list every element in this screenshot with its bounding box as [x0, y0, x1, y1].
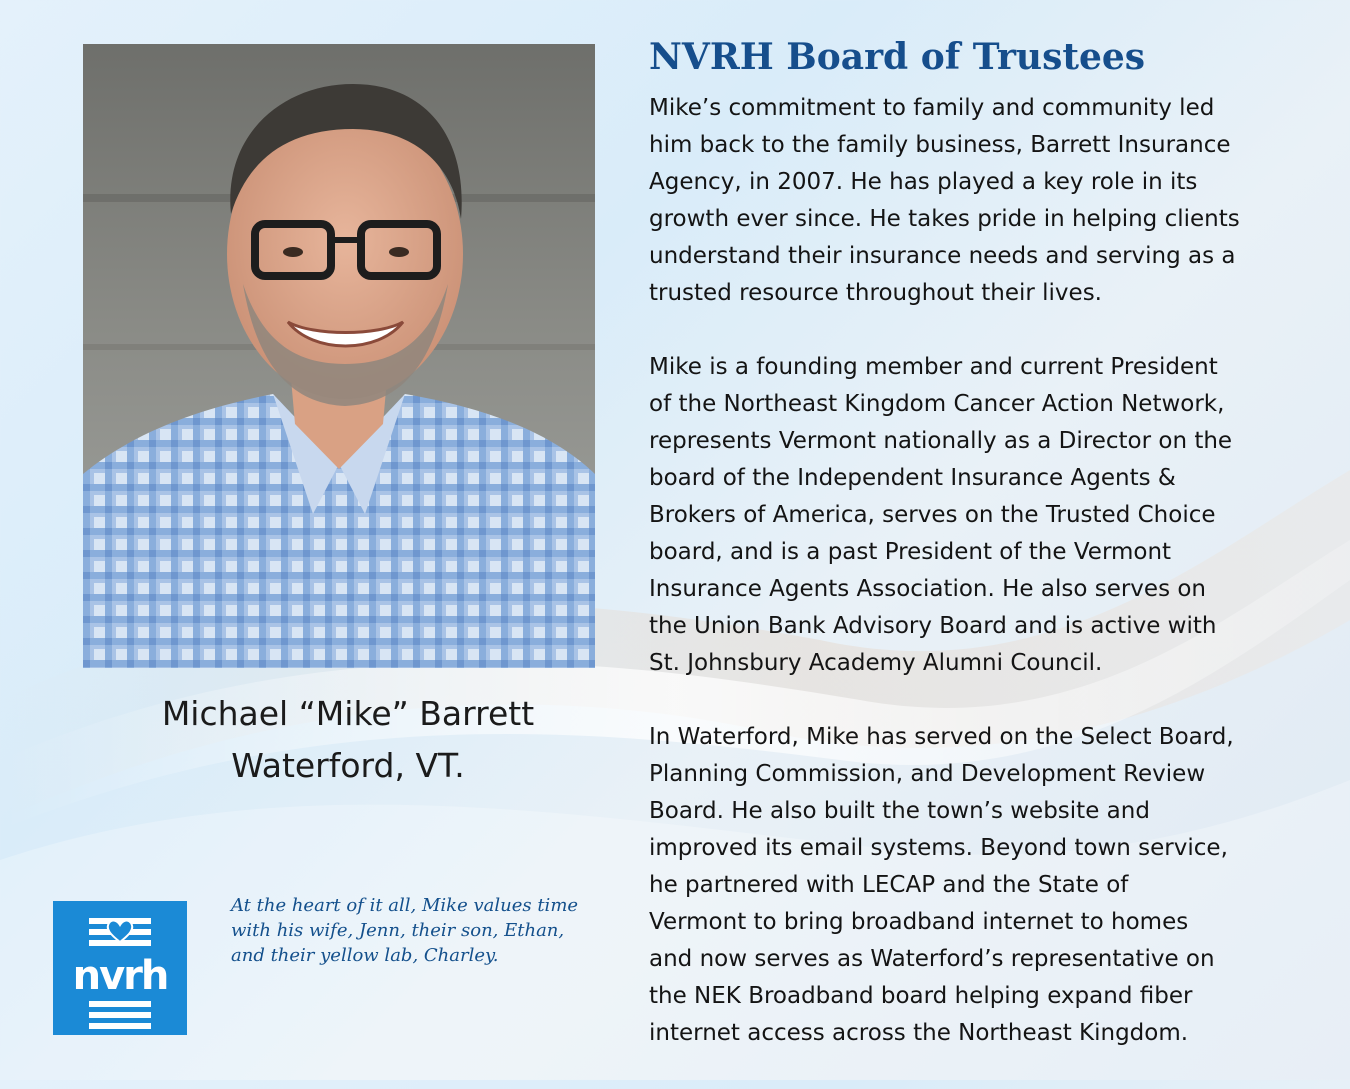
portrait-photo — [83, 44, 595, 668]
family-quote — [231, 893, 606, 968]
bio-line: and now serves as Waterford’s representative on — [649, 946, 1215, 972]
bio-line: St. Johnsbury Academy Alumni Council. — [649, 650, 1103, 676]
person-caption — [83, 688, 613, 792]
bio-line: he partnered with LECAP and the State of — [649, 872, 1129, 898]
bio-line: board, and is a past President of the Vermont — [649, 539, 1172, 565]
bio-line: Agency, in 2007. He has played a key role in its — [649, 169, 1198, 195]
bio-line: represents Vermont nationally as a Director on the — [649, 428, 1233, 454]
person-name: Michael “Mike” Barrett — [161, 694, 535, 733]
bio-paragraph-career — [649, 90, 1339, 312]
quote-line: with his wife, Jenn, their son, Ethan, — [231, 920, 565, 941]
bio-line: Mike’s commitment to family and community led — [649, 95, 1215, 121]
bio-line: growth ever since. He takes pride in helping clients — [649, 206, 1240, 232]
bio-paragraph-organizations — [649, 349, 1339, 682]
bio-line: Mike is a founding member and current President — [649, 354, 1218, 380]
bio-line: In Waterford, Mike has served on the Select Board, — [649, 724, 1234, 750]
bio-line: internet access across the Northeast Kingdom. — [649, 1020, 1189, 1046]
bio-paragraph-waterford — [649, 719, 1339, 1052]
quote-line: At the heart of it all, Mike values time — [231, 895, 579, 916]
bio-line: understand their insurance needs and serving as a — [649, 243, 1236, 269]
bio-line: Insurance Agents Association. He also serves on — [649, 576, 1207, 602]
bio-line: Vermont to bring broadband internet to homes — [649, 909, 1189, 935]
biography — [649, 90, 1339, 1089]
bio-line: of the Northeast Kingdom Cancer Action Network, — [649, 391, 1225, 417]
nvrh-logo — [53, 901, 187, 1035]
bio-line: the Union Bank Advisory Board and is active with — [649, 613, 1217, 639]
bio-line: Board. He also built the town’s website and — [649, 798, 1150, 824]
bio-line: him back to the family business, Barrett Insurance — [649, 132, 1231, 158]
bio-line: board of the Independent Insurance Agents & — [649, 465, 1176, 491]
person-location: Waterford, VT. — [231, 746, 465, 785]
page-title: NVRH Board of Trustees — [649, 36, 1146, 78]
bio-line: Planning Commission, and Development Review — [649, 761, 1206, 787]
bio-line: improved its email systems. Beyond town service, — [649, 835, 1228, 861]
bio-line: Brokers of America, serves on the Trusted Choice — [649, 502, 1216, 528]
bio-line: trusted resource throughout their lives. — [649, 280, 1102, 306]
bio-line: the NEK Broadband board helping expand fiber — [649, 983, 1193, 1009]
quote-line: and their yellow lab, Charley. — [231, 945, 499, 966]
logo-text: nvrh — [72, 953, 168, 999]
